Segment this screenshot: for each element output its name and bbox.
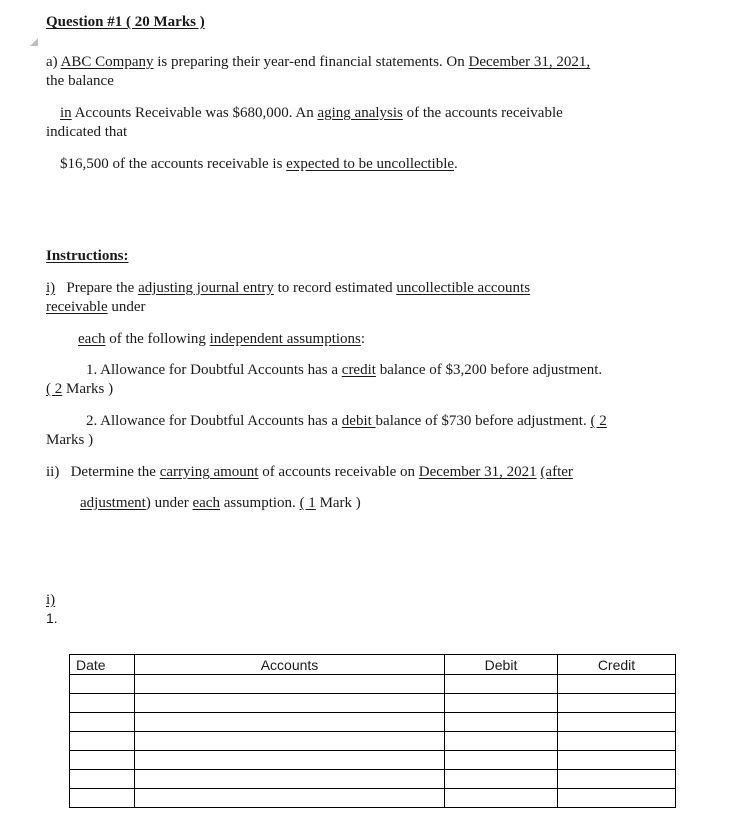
text-line-i-line2: [46, 297, 146, 317]
text-segment: is preparing their year-end financial statements. On: [153, 54, 469, 70]
text-segment: under: [107, 299, 146, 315]
cell-debit[interactable]: [445, 770, 558, 789]
header-date: Date: [70, 655, 135, 675]
table-row: [70, 789, 676, 808]
underlined-text: ABC Company: [60, 54, 154, 70]
text-line-instructions: [46, 246, 129, 266]
text-segment: a): [46, 54, 61, 70]
text-segment: of accounts receivable on: [258, 464, 419, 480]
text-segment: ii) Determine the: [46, 464, 160, 480]
text-line-assumption2: [86, 411, 607, 431]
text-segment: of the accounts receivable: [402, 105, 563, 121]
text-segment: balance of $730 before adjustment.: [375, 413, 591, 429]
text-line-answer-label: [46, 590, 55, 610]
text-line-i-line1: [46, 278, 530, 298]
underlined-text: adjusting journal entry: [138, 280, 274, 296]
text-line-a-line5: [60, 154, 458, 174]
text-line-a-line3: [60, 103, 563, 123]
text-line-assumption1: [86, 360, 602, 380]
cell-debit[interactable]: [445, 751, 558, 770]
cell-credit[interactable]: [558, 751, 676, 770]
text-segment: Prepare the: [55, 280, 139, 296]
text-segment: assumption.: [219, 495, 300, 511]
underlined-text: ( 1: [299, 495, 316, 511]
cell-accounts[interactable]: [135, 789, 445, 808]
underlined-text: aging analysis: [317, 105, 403, 121]
underlined-text: uncollectible accounts: [396, 280, 531, 296]
cell-date[interactable]: [70, 732, 135, 751]
table-row: [70, 713, 676, 732]
text-segment: 1. Allowance for Doubtful Accounts has a: [86, 362, 342, 378]
cell-debit[interactable]: [445, 694, 558, 713]
underlined-text: in: [60, 105, 72, 121]
table-row: [70, 675, 676, 694]
underlined-text: carrying amount: [159, 464, 259, 480]
underlined-text: ( 2: [590, 413, 607, 429]
text-segment: balance of $3,200 before adjustment.: [375, 362, 603, 378]
header-accounts: Accounts: [135, 655, 445, 675]
cell-accounts[interactable]: [135, 770, 445, 789]
underlined-text: adjustment: [80, 495, 146, 511]
underlined-text: i): [46, 592, 56, 608]
text-line-a-line1: [46, 52, 590, 72]
underlined-text: i): [46, 280, 56, 296]
cell-date[interactable]: [70, 751, 135, 770]
cell-accounts[interactable]: [135, 751, 445, 770]
header-debit: Debit: [445, 655, 558, 675]
underlined-text: independent assumptions: [209, 331, 361, 347]
text-segment: 2. Allowance for Doubtful Accounts has a: [86, 413, 342, 429]
text-line-a-line4: [46, 122, 127, 142]
journal-entry-table: [69, 654, 676, 808]
underlined-text: Instructions:: [46, 248, 129, 264]
underlined-text: December 31, 2021: [418, 464, 537, 480]
cell-date[interactable]: [70, 675, 135, 694]
cell-credit[interactable]: [558, 770, 676, 789]
cell-credit[interactable]: [558, 789, 676, 808]
text-segment: .: [454, 156, 458, 172]
cell-accounts[interactable]: [135, 675, 445, 694]
cell-accounts[interactable]: [135, 732, 445, 751]
underlined-text: credit: [341, 362, 376, 378]
underlined-text: Question #1 ( 20 Marks ): [46, 14, 205, 30]
underlined-text: debit: [341, 413, 376, 429]
underlined-text: ( 2: [46, 381, 63, 397]
text-line-title: [46, 12, 205, 32]
underlined-text: receivable: [46, 299, 108, 315]
cell-debit[interactable]: [445, 713, 558, 732]
cell-debit[interactable]: [445, 675, 558, 694]
text-segment: $16,500 of the accounts receivable is: [60, 156, 287, 172]
cell-credit[interactable]: [558, 675, 676, 694]
table-row: [70, 694, 676, 713]
text-line-ii-line2: [80, 493, 361, 513]
text-segment: Mark ): [315, 495, 361, 511]
collapse-triangle-icon[interactable]: [30, 38, 38, 46]
cell-accounts[interactable]: [135, 713, 445, 732]
text-line-a-line2: [46, 71, 114, 91]
text-segment: Marks ): [62, 381, 114, 397]
text-segment: :: [360, 331, 366, 347]
text-segment: of the following: [105, 331, 210, 347]
table-row: [70, 751, 676, 770]
text-line-ii-line1: [46, 462, 573, 482]
cell-credit[interactable]: [558, 732, 676, 751]
table-row: [70, 732, 676, 751]
cell-debit[interactable]: [445, 732, 558, 751]
cell-debit[interactable]: [445, 789, 558, 808]
text-segment: ) under: [145, 495, 193, 511]
cell-date[interactable]: [70, 694, 135, 713]
text-segment: Accounts Receivable was $680,000. An: [71, 105, 318, 121]
text-segment: Marks ): [46, 432, 94, 448]
text-line-assumption1-marks: [46, 379, 113, 399]
cell-credit[interactable]: [558, 694, 676, 713]
cell-accounts[interactable]: [135, 694, 445, 713]
text-segment: indicated that: [46, 124, 128, 140]
cell-credit[interactable]: [558, 713, 676, 732]
header-credit: Credit: [558, 655, 676, 675]
underlined-text: December 31, 2021,: [468, 54, 591, 70]
text-segment: the balance: [46, 73, 114, 89]
underlined-text: each: [192, 495, 220, 511]
cell-date[interactable]: [70, 713, 135, 732]
underlined-text: each: [78, 331, 106, 347]
answer-number: 1.: [46, 610, 58, 626]
text-line-assumption2-marks: [46, 430, 93, 450]
cell-date[interactable]: [70, 789, 135, 808]
underlined-text: expected to be uncollectible: [286, 156, 455, 172]
text-segment: to record estimated: [273, 280, 397, 296]
underlined-text: (after: [540, 464, 573, 480]
cell-date[interactable]: [70, 770, 135, 789]
table-row: [70, 770, 676, 789]
text-line-i-line3: [78, 329, 365, 349]
table-header-row: [70, 655, 676, 675]
